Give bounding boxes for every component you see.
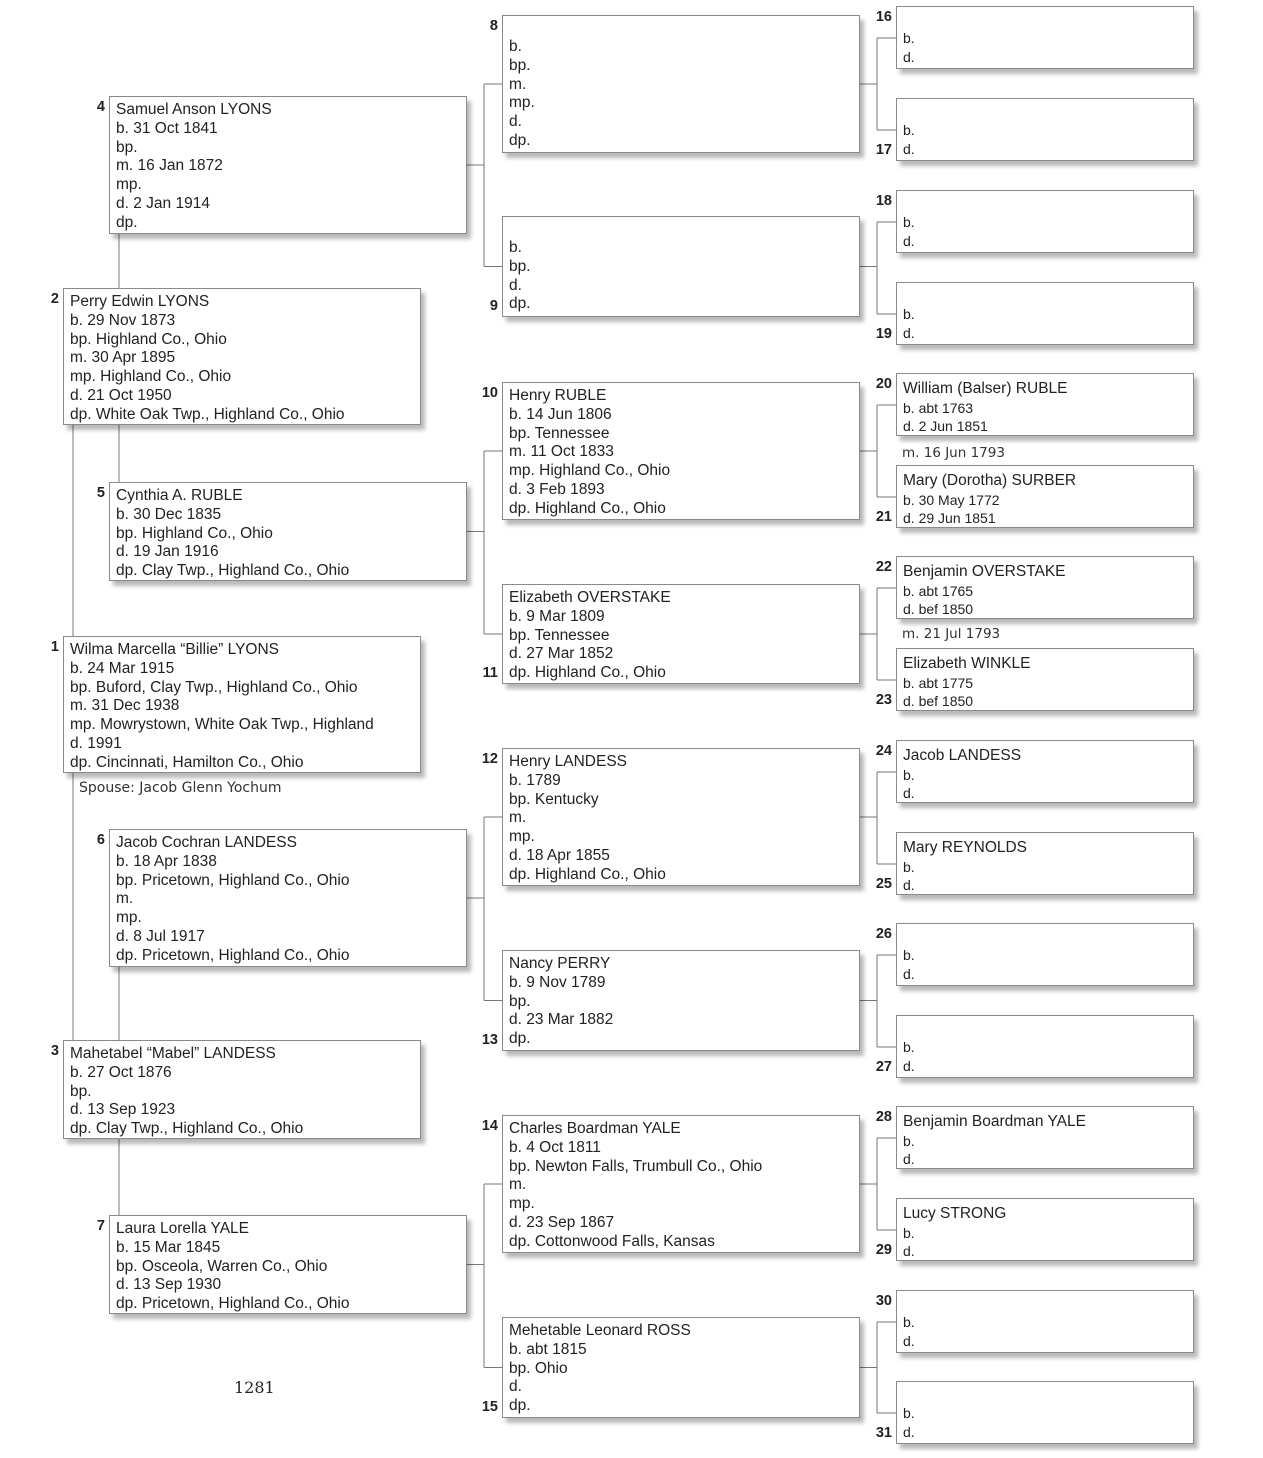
person-fact: dp. xyxy=(509,1397,531,1415)
person-fact: dp. xyxy=(509,131,531,149)
person-name: William (Balser) RUBLE xyxy=(903,380,1068,397)
person-fact: b. xyxy=(903,122,915,138)
person-name: Benjamin Boardman YALE xyxy=(903,1113,1086,1130)
person-box-26 xyxy=(896,923,1194,986)
person-fact: b. xyxy=(903,766,915,783)
person-fact: d. xyxy=(903,48,915,65)
person-fact: dp. Clay Twp., Highland Co., Ohio xyxy=(70,1120,304,1138)
person-fact: d. xyxy=(903,1151,915,1168)
person-box-2 xyxy=(63,288,421,425)
generation-number: 20 xyxy=(875,376,892,392)
person-fact: mp. Mowrystown, White Oak Twp., Highland xyxy=(70,716,374,734)
person-name: Benjamin OVERSTAKE xyxy=(903,563,1066,580)
person-box-3 xyxy=(63,1040,421,1139)
person-fact: d. xyxy=(903,232,915,249)
generation-number: 12 xyxy=(481,751,498,767)
person-fact: b. xyxy=(903,1132,915,1149)
person-fact: b. xyxy=(509,38,522,55)
person-fact: bp. xyxy=(509,56,531,74)
person-fact: bp. Buford, Clay Twp., Highland Co., Ohio xyxy=(70,678,358,696)
person-name: Mary REYNOLDS xyxy=(903,839,1028,856)
person-fact: m. 16 Jan 1872 xyxy=(116,157,223,175)
person-fact: mp. xyxy=(509,828,535,846)
person-fact: b. 31 Oct 1841 xyxy=(116,119,218,137)
person-fact: b. 9 Mar 1809 xyxy=(509,607,605,625)
spouse-note: Spouse: Jacob Glenn Yochum xyxy=(79,780,282,796)
person-fact: b. xyxy=(903,858,915,875)
generation-number: 29 xyxy=(875,1242,892,1258)
marriage-note: m. 16 Jun 1793 xyxy=(902,445,1005,461)
person-name: Mary (Dorotha) SURBER xyxy=(903,472,1077,489)
person-name: Charles Boardman YALE xyxy=(509,1120,681,1137)
person-fact: d. 1991 xyxy=(70,734,122,752)
person-name: Henry LANDESS xyxy=(509,753,628,770)
person-fact: bp. Pricetown, Highland Co., Ohio xyxy=(116,871,350,889)
person-box-16 xyxy=(896,6,1194,69)
person-name: Laura Lorella YALE xyxy=(116,1220,249,1237)
generation-number: 27 xyxy=(875,1059,892,1075)
person-fact: d. xyxy=(903,1332,915,1349)
generation-number: 7 xyxy=(96,1218,105,1234)
generation-number: 19 xyxy=(875,326,892,342)
person-fact: dp. Highland Co., Ohio xyxy=(509,664,666,682)
person-fact: m. xyxy=(509,75,527,93)
generation-number: 4 xyxy=(96,99,105,115)
person-fact: d. 29 Jun 1851 xyxy=(903,510,996,527)
person-fact: m. 11 Oct 1833 xyxy=(509,443,614,461)
generation-number: 5 xyxy=(96,485,105,501)
person-fact: b. abt 1765 xyxy=(903,582,974,599)
person-fact: b. xyxy=(903,1405,915,1421)
person-fact: dp. Clay Twp., Highland Co., Ohio xyxy=(116,562,350,580)
person-fact: d. xyxy=(903,140,915,157)
person-fact: d. xyxy=(903,1057,915,1074)
person-fact: b. xyxy=(903,30,915,46)
generation-number: 23 xyxy=(875,692,892,708)
person-fact: b. abt 1775 xyxy=(903,674,974,691)
person-box-1 xyxy=(63,636,421,773)
generation-number: 13 xyxy=(481,1032,498,1048)
person-box-12 xyxy=(502,748,860,886)
generation-number: 8 xyxy=(489,18,498,34)
person-box-20 xyxy=(896,373,1194,436)
person-fact: d. 27 Mar 1852 xyxy=(509,645,614,663)
person-fact: bp. xyxy=(70,1082,92,1100)
person-box-27 xyxy=(896,1015,1194,1078)
person-fact: d. xyxy=(509,276,522,294)
person-fact: mp. xyxy=(509,94,535,112)
person-fact: dp. Pricetown, Highland Co., Ohio xyxy=(116,1295,350,1313)
person-name: Mahetabel “Mabel” LANDESS xyxy=(70,1045,276,1062)
person-fact: b. abt 1815 xyxy=(509,1340,587,1358)
person-fact: dp. Highland Co., Ohio xyxy=(509,865,666,883)
person-box-8 xyxy=(502,15,860,153)
person-fact: b. xyxy=(903,947,915,963)
generation-number: 9 xyxy=(489,298,498,314)
person-box-7 xyxy=(109,1215,467,1314)
person-box-9 xyxy=(502,216,860,317)
person-fact: d. 23 Mar 1882 xyxy=(509,1011,614,1029)
person-fact: d. 19 Jan 1916 xyxy=(116,543,219,561)
person-fact: b. 29 Nov 1873 xyxy=(70,311,176,329)
person-box-30 xyxy=(896,1290,1194,1353)
person-name: Cynthia A. RUBLE xyxy=(116,487,243,504)
person-box-23 xyxy=(896,648,1194,711)
person-fact: d. 23 Sep 1867 xyxy=(509,1213,615,1231)
person-box-11 xyxy=(502,584,860,684)
person-fact: b. xyxy=(903,1314,915,1330)
generation-number: 16 xyxy=(875,9,892,25)
person-fact: b. xyxy=(903,1224,915,1241)
person-fact: dp. White Oak Twp., Highland Co., Ohio xyxy=(70,405,345,423)
person-box-4 xyxy=(109,96,467,234)
person-fact: b. 4 Oct 1811 xyxy=(509,1138,601,1156)
person-fact: d. 18 Apr 1855 xyxy=(509,846,610,864)
marriage-note: m. 21 Jul 1793 xyxy=(902,626,1001,642)
generation-number: 31 xyxy=(875,1425,892,1441)
person-fact: d. bef 1850 xyxy=(903,693,974,710)
person-fact: d. xyxy=(903,324,915,341)
person-fact: m. xyxy=(509,1176,527,1194)
generation-number: 2 xyxy=(50,291,59,307)
person-box-17 xyxy=(896,98,1194,161)
person-name: Jacob Cochran LANDESS xyxy=(116,834,297,851)
person-fact: m. 30 Apr 1895 xyxy=(70,349,176,367)
person-box-14 xyxy=(502,1115,860,1253)
person-fact: d. xyxy=(509,1378,522,1396)
person-fact: b. abt 1763 xyxy=(903,399,974,416)
person-fact: dp. Cottonwood Falls, Kansas xyxy=(509,1232,715,1250)
person-fact: b. xyxy=(509,239,522,256)
person-fact: b. 15 Mar 1845 xyxy=(116,1238,221,1256)
person-fact: d. 13 Sep 1923 xyxy=(70,1101,176,1119)
person-fact: bp. Osceola, Warren Co., Ohio xyxy=(116,1257,328,1275)
person-fact: d. 3 Feb 1893 xyxy=(509,480,605,498)
person-fact: bp. Tennessee xyxy=(509,626,610,644)
person-fact: b. 27 Oct 1876 xyxy=(70,1063,172,1081)
generation-number: 22 xyxy=(875,559,892,575)
person-box-19 xyxy=(896,282,1194,345)
person-fact: m. xyxy=(509,809,527,827)
person-fact: m. 31 Dec 1938 xyxy=(70,697,180,715)
generation-number: 3 xyxy=(50,1043,59,1059)
person-fact: d. bef 1850 xyxy=(903,601,974,618)
person-box-31 xyxy=(896,1381,1194,1444)
person-box-15 xyxy=(502,1317,860,1418)
person-fact: dp. xyxy=(116,213,138,231)
generation-number: 10 xyxy=(481,385,498,401)
person-name: Wilma Marcella “Billie” LYONS xyxy=(70,641,279,658)
person-name: Mehetable Leonard ROSS xyxy=(509,1322,691,1339)
person-fact: bp. Kentucky xyxy=(509,790,599,808)
person-fact: dp. Highland Co., Ohio xyxy=(509,499,666,517)
person-fact: bp. xyxy=(509,257,531,275)
person-name: Lucy STRONG xyxy=(903,1205,1007,1222)
page-number: 1281 xyxy=(234,1378,275,1397)
person-name: Elizabeth WINKLE xyxy=(903,655,1031,672)
person-fact: b. 24 Mar 1915 xyxy=(70,659,175,677)
person-box-21 xyxy=(896,465,1194,528)
person-fact: bp. Tennessee xyxy=(509,424,610,442)
person-fact: d. 21 Oct 1950 xyxy=(70,386,172,404)
generation-number: 30 xyxy=(875,1293,892,1309)
person-name: Samuel Anson LYONS xyxy=(116,101,272,118)
person-fact: d. xyxy=(903,1423,915,1440)
person-fact: b. 30 Dec 1835 xyxy=(116,505,222,523)
generation-number: 28 xyxy=(875,1109,892,1125)
generation-number: 26 xyxy=(875,926,892,942)
person-name: Nancy PERRY xyxy=(509,955,611,972)
person-fact: d. 13 Sep 1930 xyxy=(116,1276,222,1294)
person-name: Henry RUBLE xyxy=(509,387,607,404)
person-name: Jacob LANDESS xyxy=(903,747,1022,764)
person-fact: d. xyxy=(903,877,915,894)
person-fact: d. xyxy=(903,965,915,982)
person-box-10 xyxy=(502,382,860,520)
generation-number: 1 xyxy=(50,639,59,655)
person-fact: bp. xyxy=(509,992,531,1010)
person-box-24 xyxy=(896,740,1194,803)
generation-number: 25 xyxy=(875,876,892,892)
person-fact: dp. xyxy=(509,1030,531,1048)
person-fact: dp. Cincinnati, Hamilton Co., Ohio xyxy=(70,753,304,771)
person-box-18 xyxy=(896,190,1194,253)
person-fact: bp. Newton Falls, Trumbull Co., Ohio xyxy=(509,1157,763,1175)
person-fact: b. 30 May 1772 xyxy=(903,491,1000,508)
person-fact: b. 1789 xyxy=(509,771,561,789)
person-fact: mp. xyxy=(116,909,142,927)
person-box-13 xyxy=(502,950,860,1051)
person-fact: mp. xyxy=(509,1195,535,1213)
generation-number: 6 xyxy=(96,832,105,848)
person-box-28 xyxy=(896,1106,1194,1169)
person-box-25 xyxy=(896,832,1194,895)
person-box-29 xyxy=(896,1198,1194,1261)
person-fact: dp. Pricetown, Highland Co., Ohio xyxy=(116,946,350,964)
person-fact: b. 9 Nov 1789 xyxy=(509,973,606,991)
person-fact: bp. Highland Co., Ohio xyxy=(116,524,273,542)
person-fact: mp. Highland Co., Ohio xyxy=(509,462,671,480)
person-fact: mp. xyxy=(116,176,142,194)
person-fact: bp. xyxy=(116,138,138,156)
person-fact: d. 2 Jun 1851 xyxy=(903,418,988,435)
person-name: Perry Edwin LYONS xyxy=(70,293,210,310)
person-fact: b. xyxy=(903,306,915,322)
generation-number: 21 xyxy=(875,509,892,525)
person-fact: m. xyxy=(116,890,134,908)
person-fact: bp. Highland Co., Ohio xyxy=(70,330,227,348)
person-fact: b. xyxy=(903,1039,915,1055)
person-fact: b. xyxy=(903,214,915,230)
person-fact: b. 14 Jun 1806 xyxy=(509,405,612,423)
person-box-6 xyxy=(109,829,467,967)
generation-number: 24 xyxy=(875,743,892,759)
generation-number: 17 xyxy=(875,142,892,158)
person-fact: mp. Highland Co., Ohio xyxy=(70,368,232,386)
generation-number: 15 xyxy=(481,1399,498,1415)
generation-number: 11 xyxy=(482,665,498,681)
person-fact: d. xyxy=(509,113,522,131)
person-fact: d. xyxy=(903,785,915,802)
person-fact: dp. xyxy=(509,295,531,313)
person-fact: b. 18 Apr 1838 xyxy=(116,852,217,870)
person-fact: d. 8 Jul 1917 xyxy=(116,927,205,945)
generation-number: 14 xyxy=(481,1118,498,1134)
person-fact: bp. Ohio xyxy=(509,1359,568,1377)
generation-number: 18 xyxy=(875,193,892,209)
person-fact: d. xyxy=(903,1243,915,1260)
person-name: Elizabeth OVERSTAKE xyxy=(509,589,671,606)
person-box-5 xyxy=(109,482,467,581)
person-fact: d. 2 Jan 1914 xyxy=(116,194,210,212)
person-box-22 xyxy=(896,556,1194,619)
